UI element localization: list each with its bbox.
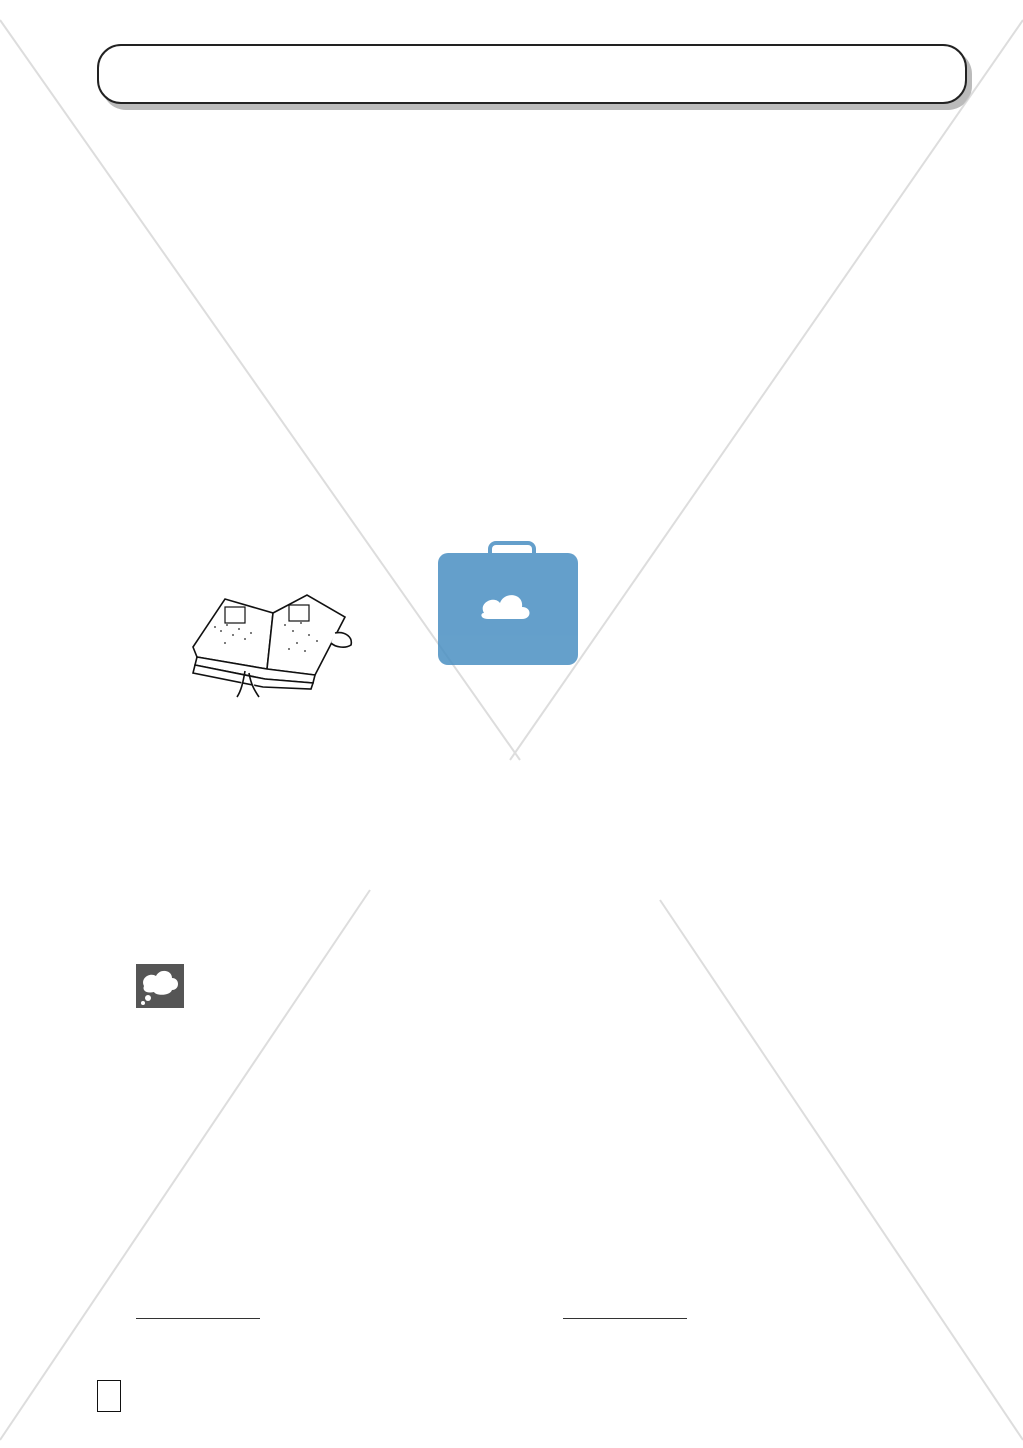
title-box (97, 44, 967, 104)
briefcase-cloud-icon (438, 553, 578, 665)
footnote-divider-2 (563, 1318, 687, 1319)
footnote-1 (136, 1323, 147, 1338)
open-bible-icon (185, 585, 360, 700)
footnote-2 (563, 1323, 574, 1338)
footnote-divider-1 (136, 1318, 260, 1319)
thought-bubble-icon (136, 964, 184, 1008)
publisher-logo (97, 1380, 121, 1412)
